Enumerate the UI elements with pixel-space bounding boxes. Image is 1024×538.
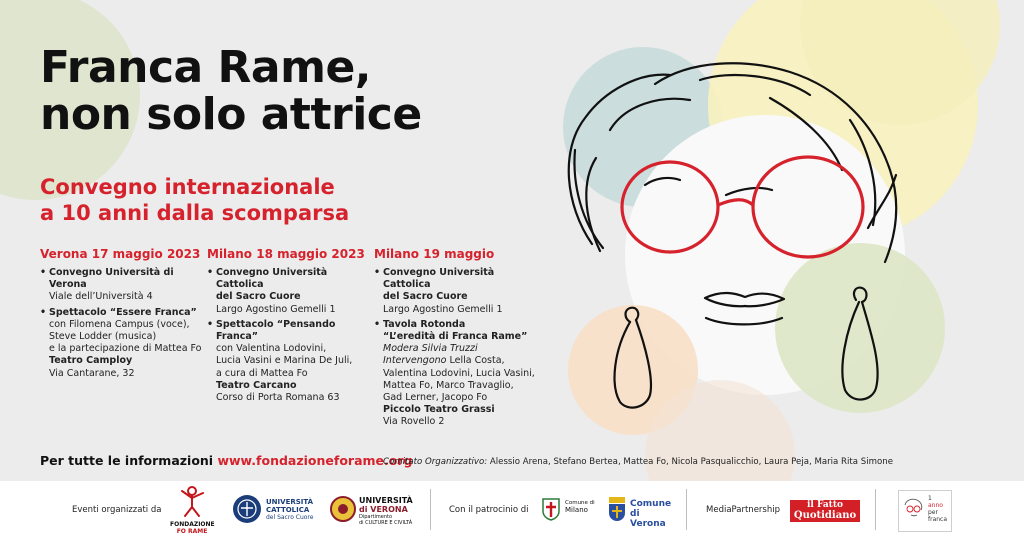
comune-milano-logo bbox=[541, 495, 597, 525]
comune-verona-line-1: Comune bbox=[630, 499, 672, 509]
univr-line-4: di CULTURE E CIVILTÀ bbox=[359, 520, 413, 526]
footer-divider bbox=[430, 489, 431, 530]
info-line bbox=[40, 453, 412, 468]
anno-line-2: anno bbox=[928, 502, 943, 509]
event-title: • Convegno Università di Verona bbox=[49, 267, 174, 291]
event-item bbox=[207, 267, 377, 316]
cattolica-line-1: UNIVERSITÀ bbox=[266, 498, 314, 506]
fondazione-line-2: FO RAME bbox=[176, 528, 208, 535]
anno-line-1: 1 bbox=[928, 495, 932, 502]
il-fatto-quotidiano-logo bbox=[790, 500, 860, 522]
milano-line-2: Milano bbox=[565, 506, 588, 514]
event-address: Largo Agostino Gemelli 1 bbox=[383, 303, 503, 315]
footer-divider bbox=[875, 489, 876, 530]
anno-per-franca-logo bbox=[898, 490, 952, 532]
univr-line-3: Dipartimento bbox=[359, 514, 393, 520]
univr-text bbox=[359, 496, 413, 526]
page-title bbox=[40, 44, 422, 138]
fondazione-line-1: FONDAZIONE bbox=[170, 521, 215, 528]
event-detail: Lucia Vasini e Marina De Juli, bbox=[216, 355, 353, 367]
event-title: del Sacro Cuore bbox=[383, 291, 468, 303]
event-item bbox=[40, 307, 210, 380]
univr-logo bbox=[330, 492, 414, 528]
univr-line-1: UNIVERSITÀ bbox=[359, 496, 413, 505]
event-column-milano-18 bbox=[207, 247, 377, 407]
figure-icon bbox=[170, 485, 214, 517]
fatto-line-2: Quotidiano bbox=[793, 510, 857, 521]
fondazione-fo-rame-logo bbox=[170, 485, 214, 535]
media-partnership-label: MediaPartnership bbox=[706, 505, 780, 515]
cattolica-line-3: del Sacro Cuore bbox=[266, 514, 314, 521]
univr-seal-icon bbox=[330, 496, 356, 522]
anno-text bbox=[928, 495, 947, 523]
event-title: • Spettacolo “Essere Franca” bbox=[49, 306, 197, 318]
event-item bbox=[207, 319, 377, 404]
fatto-line-1: il Fatto bbox=[806, 500, 844, 510]
cattolica-line-2: CATTOLICA bbox=[266, 506, 310, 514]
event-address: Viale dell’Università 4 bbox=[49, 291, 153, 303]
subtitle bbox=[40, 174, 349, 226]
event-detail: con Valentina Lodovini, bbox=[216, 343, 327, 355]
speakers-label: Intervengono bbox=[383, 355, 447, 367]
event-title: • Tavola Rotonda bbox=[383, 318, 466, 330]
event-venue: Piccolo Teatro Grassi bbox=[383, 404, 495, 416]
committee-label: Comitato Organizzativo: bbox=[383, 457, 488, 467]
event-detail: Valentina Lodovini, Lucia Vasini, bbox=[383, 367, 535, 379]
event-address: Via Rovello 2 bbox=[383, 416, 445, 428]
event-speakers bbox=[383, 355, 544, 367]
event-detail: Gad Lerner, Jacopo Fo bbox=[383, 392, 488, 404]
speakers-first: Lella Costa, bbox=[449, 355, 505, 367]
event-list bbox=[40, 267, 210, 380]
univr-line-2: di VERONA bbox=[359, 505, 408, 514]
comune-verona-logo bbox=[608, 494, 674, 529]
event-detail: con Filomena Campus (voce), bbox=[49, 318, 190, 330]
event-item bbox=[40, 267, 210, 304]
info-label: Per tutte le informazioni bbox=[40, 453, 214, 468]
event-detail: Steve Lodder (musica) bbox=[49, 331, 157, 343]
event-venue: Teatro Camploy bbox=[49, 355, 133, 367]
title-line-1: Franca Rame, bbox=[40, 42, 372, 93]
cattolica-seal-icon bbox=[232, 494, 262, 524]
event-title: • Convegno Università Cattolica bbox=[383, 267, 495, 291]
website-link[interactable]: www.fondazioneforame.org bbox=[217, 453, 413, 468]
event-detail: e la partecipazione di Mattea Fo bbox=[49, 343, 202, 355]
event-date: Milano 19 maggio bbox=[374, 247, 495, 261]
event-title: “L’eredità di Franca Rame” bbox=[383, 331, 528, 343]
event-detail: Mattea Fo, Marco Travaglio, bbox=[383, 379, 514, 391]
event-list bbox=[374, 267, 544, 429]
event-detail: a cura di Mattea Fo bbox=[216, 367, 308, 379]
event-address: Via Cantarane, 32 bbox=[49, 367, 135, 379]
subtitle-line-2: a 10 anni dalla scomparsa bbox=[40, 201, 350, 225]
event-address: Largo Agostino Gemelli 1 bbox=[216, 303, 336, 315]
event-list bbox=[207, 267, 377, 404]
event-venue: Teatro Carcano bbox=[216, 379, 297, 391]
verona-text bbox=[630, 499, 674, 529]
milano-line-1: Comune di bbox=[565, 500, 595, 506]
committee-members: Alessio Arena, Stefano Bertea, Mattea Fo, Nicola Pasqualicchio, Laura Peja, Maria Rita Simone bbox=[489, 457, 893, 467]
face-sketch-icon bbox=[902, 497, 926, 519]
event-item bbox=[374, 267, 544, 316]
footer-divider bbox=[686, 489, 687, 530]
milano-text bbox=[565, 500, 595, 514]
milano-crest-icon bbox=[541, 497, 561, 521]
anno-line-3: per bbox=[928, 509, 938, 516]
patronage-label: Con il patrocinio di bbox=[449, 505, 529, 515]
event-date: Milano 18 maggio 2023 bbox=[207, 247, 365, 261]
footer-logos bbox=[0, 481, 1024, 538]
organized-label: Eventi organizzati da bbox=[72, 505, 162, 515]
anno-line-4: franca bbox=[928, 516, 948, 523]
verona-crest-icon bbox=[608, 496, 626, 522]
event-date: Verona 17 maggio 2023 bbox=[40, 247, 201, 261]
event-item bbox=[374, 319, 544, 429]
committee-line bbox=[383, 457, 893, 467]
event-title: • Spettacolo “Pensando Franca” bbox=[216, 318, 336, 343]
event-column-milano-19 bbox=[374, 247, 544, 432]
cattolica-logo bbox=[232, 492, 312, 528]
cattolica-text bbox=[266, 498, 316, 522]
event-moderator: Modera Silvia Truzzi bbox=[383, 343, 478, 355]
event-address: Corso di Porta Romana 63 bbox=[216, 392, 340, 404]
comune-verona-line-2: di Verona bbox=[630, 509, 666, 529]
subtitle-line-1: Convegno internazionale bbox=[40, 175, 335, 199]
event-title: • Convegno Università Cattolica bbox=[216, 267, 328, 291]
event-column-verona bbox=[40, 247, 210, 383]
event-title: del Sacro Cuore bbox=[216, 291, 301, 303]
title-line-2: non solo attrice bbox=[40, 89, 422, 140]
